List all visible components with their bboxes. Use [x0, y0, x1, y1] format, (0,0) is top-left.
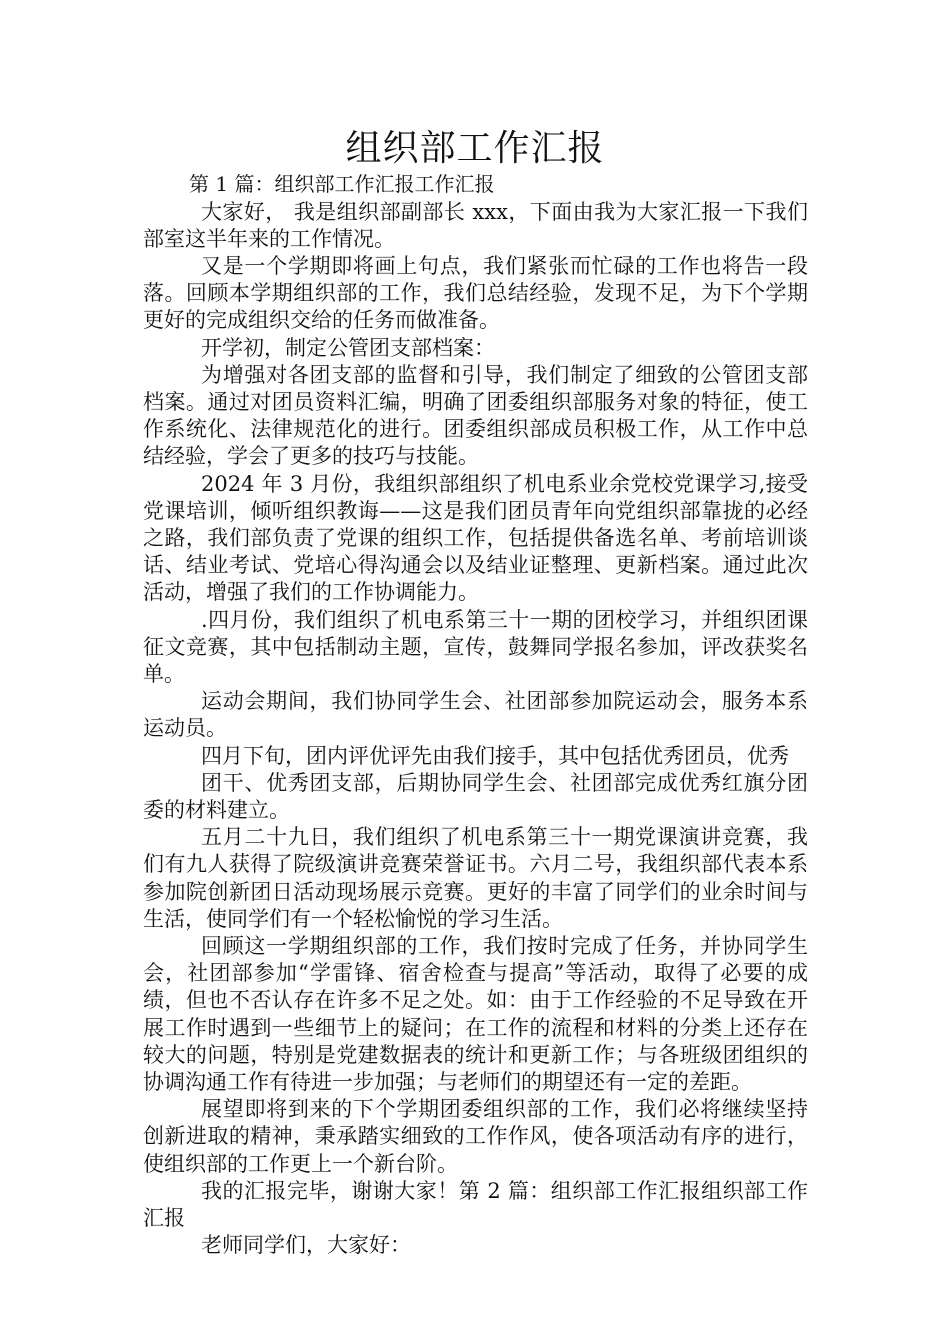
paragraph: 四月下旬，团内评优评先由我们接手，其中包括优秀团员，优秀: [201, 743, 789, 768]
document-body: [143, 171, 808, 1259]
article-subtitle: 第 1 篇：组织部工作汇报工作汇报: [189, 172, 495, 196]
paragraph: 团干、优秀团支部，后期协同学生会、社团部完成优秀红旗分团委的材料建立。: [143, 770, 808, 822]
paragraph: 为增强对各团支部的监督和引导，我们制定了细致的公管团支部档案。通过对团员资料汇编，明确了团委组织部服务对象的特征，使工作系统化、法律规范化的进行。团委组织部成员积极工作，从工作中总结经验，学会了更多的技巧与技能。: [143, 362, 808, 469]
paragraph: 回顾这一学期组织部的工作，我们按时完成了任务，并协同学生会，社团部参加“学雷锋、宿舍检查与提高”等活动，取得了必要的成绩，但也不否认存在许多不足之处。如：由于工作经验的不足导致在开展工作时遇到一些细节上的疑问；在工作的流程和材料的分类上还存在较大的问题，特别是党建数据表的统计和更新工作；与各班级团组织的协调沟通工作有待进一步加强；与老师们的期望还有一定的差距。: [143, 933, 808, 1094]
paragraph: 展望即将到来的下个学期团委组织部的工作，我们必将继续坚持创新进取的精神，秉承踏实细致的工作作风，使各项活动有序的进行，使组织部的工作更上一个新台阶。: [143, 1097, 808, 1176]
paragraph: 又是一个学期即将画上句点，我们紧张而忙碌的工作也将告一段落。回顾本学期组织部的工作，我们总结经验，发现不足，为下个学期更好的完成组织交给的任务而做准备。: [143, 253, 808, 333]
paragraph: 运动会期间，我们协同学生会、社团部参加院运动会，服务本系运动员。: [143, 689, 808, 741]
paragraph: 2024 年 3 月份，我组织部组织了机电系业余党校党课学习,接受党课培训，倾听组织教诲——这是我们团员青年向党组织部靠拢的必经之路，我们部负责了党课的组织工作，包括提供备选名单、考前培训谈话、结业考试、党培心得沟通会以及结业证整理、更新档案。通过此次活动，增强了我们的工作协调能力。: [143, 471, 808, 605]
paragraph: .四月份，我们组织了机电系第三十一期的团校学习，并组织团课征文竞赛，其中包括制动主题，宣传，鼓舞同学报名参加，评改获奖名单。: [143, 607, 808, 686]
paragraph: 开学初，制定公管团支部档案：: [201, 335, 495, 360]
paragraph: 我的汇报完毕，谢谢大家！第 2 篇：组织部工作汇报组织部工作汇报: [143, 1178, 808, 1231]
paragraph: 五月二十九日，我们组织了机电系第三十一期党课演讲竞赛，我们有九人获得了院级演讲竞赛荣誉证书。六月二号，我组织部代表本系参加院创新团日活动现场展示竞赛。更好的丰富了同学们的业余时间与生活，使同学们有一个轻松愉悦的学习生活。: [143, 825, 808, 931]
paragraph: 老师同学们，大家好：: [201, 1233, 411, 1258]
paragraph: 大家好， 我是组织部副部长 xxx，下面由我为大家汇报一下我们部室这半年来的工作情况。: [143, 199, 808, 251]
page-title: 组织部工作汇报: [345, 128, 605, 169]
